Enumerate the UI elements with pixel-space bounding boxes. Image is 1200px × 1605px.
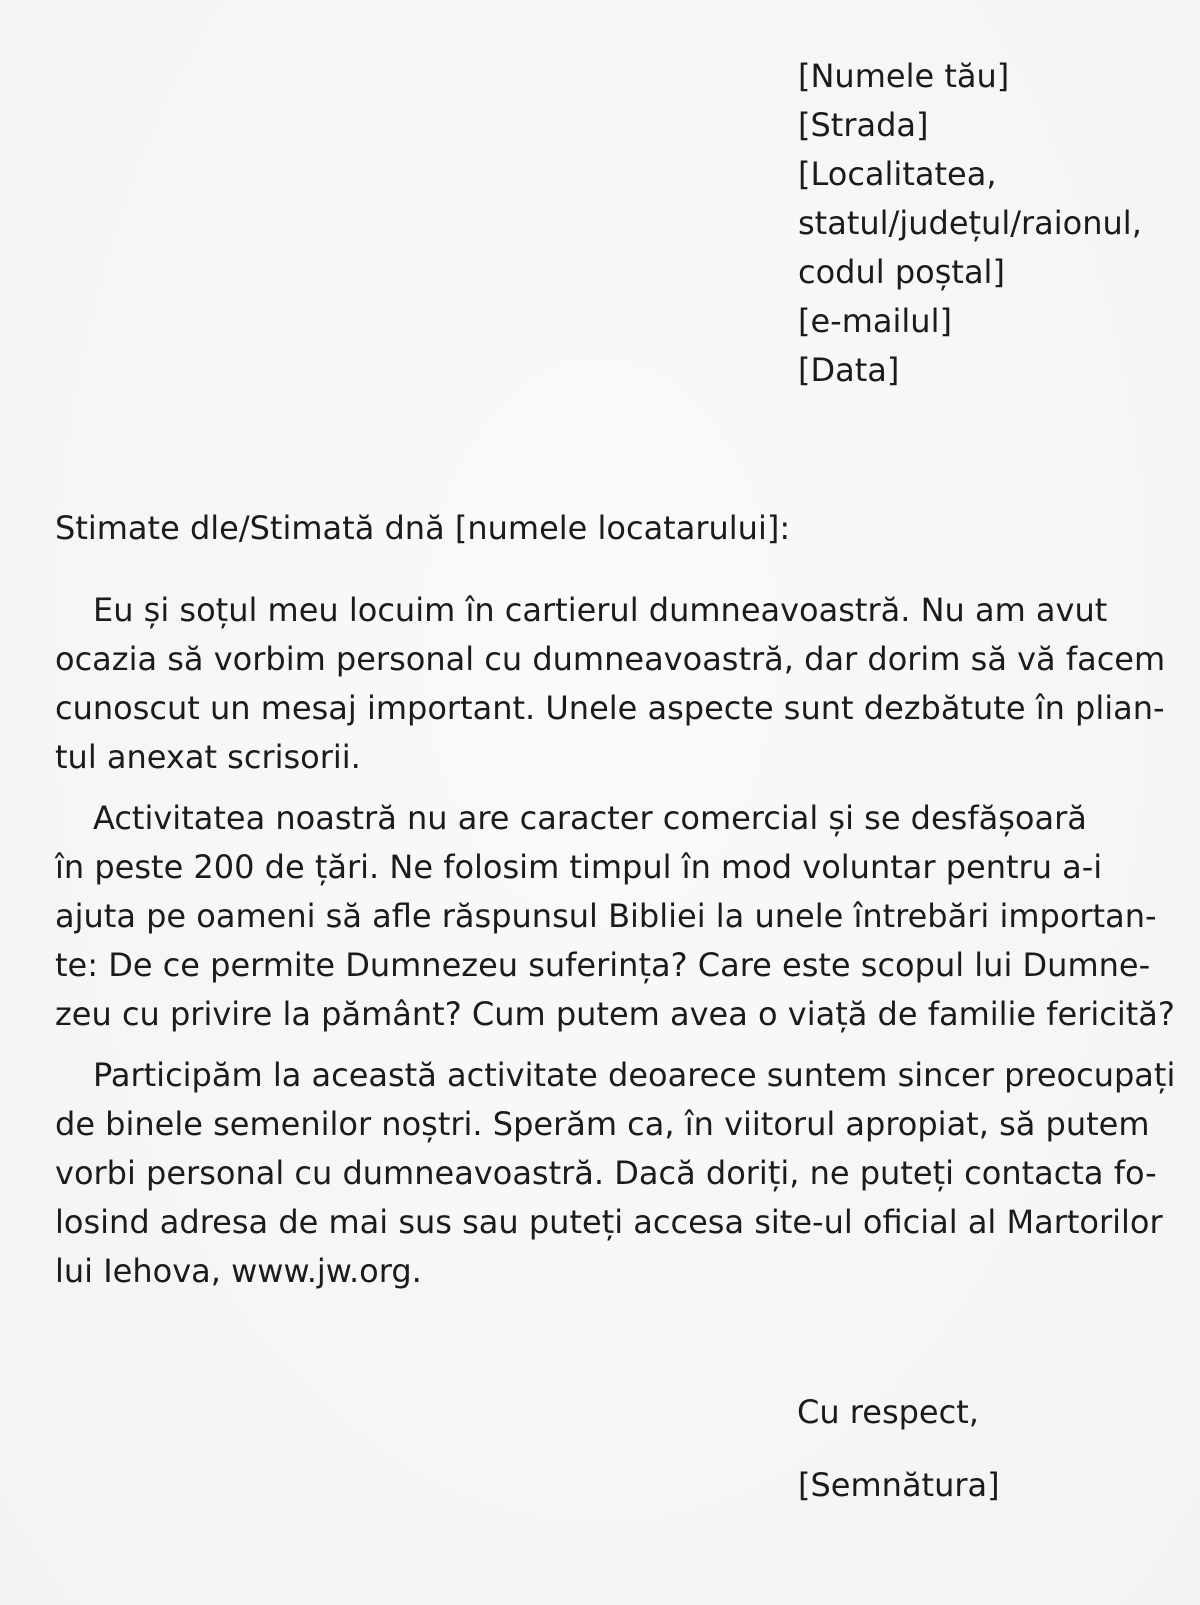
salutation: Stimate dle/Stimată dnă [numele locatarului]: [55, 509, 791, 547]
paragraph-line: vorbi personal cu dumneavoastră. Dacă doriți, ne puteți contacta fo- [55, 1154, 1157, 1192]
paragraph-line: Activitatea noastră nu are caracter comercial și se desfășoară [93, 799, 1087, 837]
signature-placeholder: [Semnătura] [798, 1466, 1000, 1504]
paragraph-2 [55, 794, 1175, 1039]
sender-postal-code: codul poștal] [798, 253, 1005, 291]
paragraph-line: losind adresa de mai sus sau puteți accesa site-ul oficial al Martorilor [55, 1203, 1163, 1241]
paragraph-1 [55, 586, 1166, 782]
paragraph-line: ocazia să vorbim personal cu dumneavoastră, dar dorim să vă facem [55, 640, 1166, 678]
paragraph-line: ajuta pe oameni să afle răspunsul Bibliei la unele întrebări importan- [55, 897, 1157, 935]
paragraph-line: Eu și soțul meu locuim în cartierul dumneavoastră. Nu am avut [93, 591, 1108, 629]
paragraph-line: Participăm la această activitate deoarece suntem sincer preocupați [93, 1056, 1176, 1094]
paragraph-line: tul anexat scrisorii. [55, 738, 361, 776]
paragraph-line: te: De ce permite Dumnezeu suferința? Care este scopul lui Dumne- [55, 946, 1151, 984]
paragraph-3 [55, 1051, 1176, 1296]
paragraph-line: zeu cu privire la pământ? Cum putem avea o viață de familie fericită? [55, 995, 1175, 1033]
sender-address-block [798, 52, 1178, 395]
sender-locality: [Localitatea, [798, 155, 997, 193]
paragraph-line: lui Iehova, www.jw.org. [55, 1252, 422, 1290]
closing: Cu respect, [797, 1393, 979, 1431]
sender-date: [Data] [798, 351, 900, 389]
letter-body [55, 586, 1176, 1308]
sender-email: [e-mailul] [798, 302, 952, 340]
paragraph-line: în peste 200 de țări. Ne folosim timpul în mod voluntar pentru a-i [55, 848, 1103, 886]
sender-street: [Strada] [798, 106, 929, 144]
paragraph-line: cunoscut un mesaj important. Unele aspecte sunt dezbătute în plian- [55, 689, 1165, 727]
paragraph-line: de binele semenilor noștri. Sperăm ca, în viitorul apropiat, să putem [55, 1105, 1150, 1143]
sender-name: [Numele tău] [798, 57, 1010, 95]
sender-region: statul/județul/raionul, [798, 204, 1142, 242]
